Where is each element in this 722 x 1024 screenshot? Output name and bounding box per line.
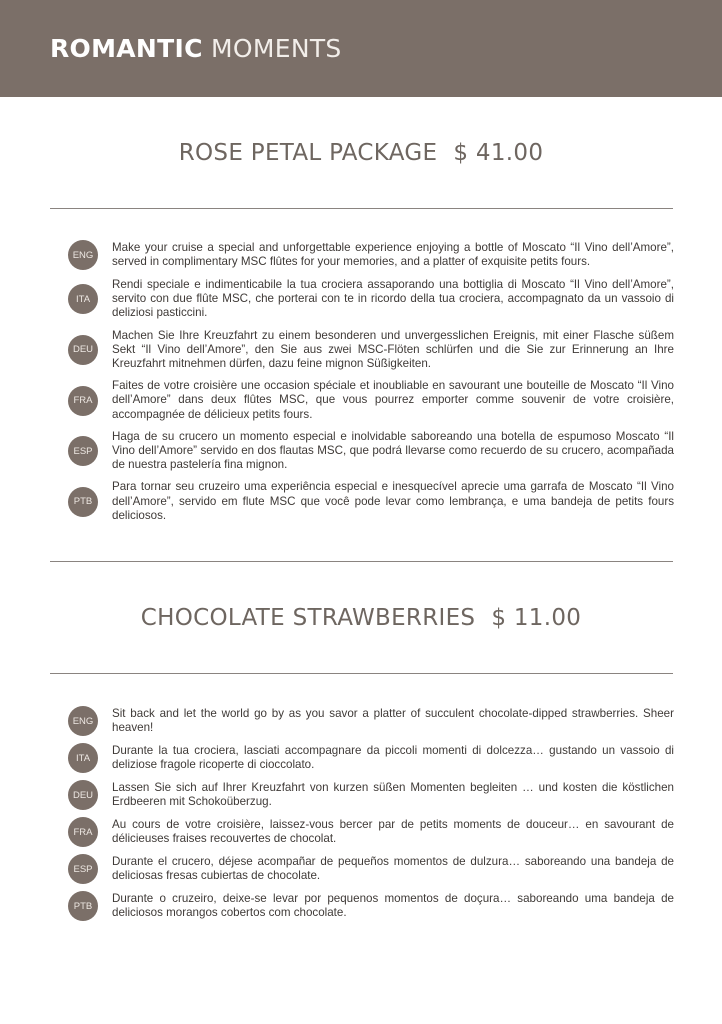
description-text: Durante o cruzeiro, deixe-se levar por pequenos momentos de doçura… saboreando uma bandeja de deliciosos morangos cobertos com chocolate.: [112, 891, 674, 919]
description-text: Sit back and let the world go by as you savor a platter of succulent chocolate-dipped strawberries. Sheer heaven!: [112, 706, 674, 734]
divider: [50, 561, 673, 562]
language-badge-eng: ENG: [68, 240, 98, 270]
language-badge-fra: FRA: [68, 817, 98, 847]
title-bold: ROMANTIC: [50, 34, 203, 63]
list-item: [68, 379, 674, 422]
language-badge-ptb: PTB: [68, 891, 98, 921]
list-item: [68, 780, 674, 810]
language-badge-ptb: PTB: [68, 487, 98, 517]
divider: [50, 673, 673, 674]
language-badge-eng: ENG: [68, 706, 98, 736]
description-text: Durante el crucero, déjese acompañar de pequeños momentos de dulzura… saboreando una bandeja de deliciosas fresas cubiertas de chocolate.: [112, 854, 674, 882]
description-text: Haga de su crucero un momento especial e inolvidable saboreando una botella de espumoso Moscato “Il Vino dell’Amore” servido en dos flautas MSC, que podrá llevarse como recuerdo de su crucero, acompañada de nuestra pastelería fina mignon.: [112, 429, 674, 472]
page-title: [50, 34, 342, 63]
list-item: [68, 480, 674, 523]
description-text: Make your cruise a special and unforgettable experience enjoying a bottle of Moscato “Il Vino dell’Amore”, served in complimentary MSC flûtes for your memories, and a platter of exquisite petits fours.: [112, 240, 674, 268]
description-text: Rendi speciale e indimenticabile la tua crociera assaporando una bottiglia di Moscato “Il Vino dell’Amore”, servito con due flûte MSC, che porterai con te in ricordo della tua crociera, accompagnato da un vassoio di deliziosi pasticcini.: [112, 278, 674, 320]
description-text: Durante la tua crociera, lasciati accompagnare da piccoli momenti di dolcezza… gustando un vassoio di deliziose fragole ricoperte di cioccolato.: [112, 743, 674, 771]
language-badge-esp: ESP: [68, 854, 98, 884]
language-badge-deu: DEU: [68, 780, 98, 810]
list-item: [68, 240, 674, 270]
language-badge-ita: ITA: [68, 284, 98, 314]
page-header: [0, 0, 722, 97]
list-item: [68, 706, 674, 736]
list-item: [68, 743, 674, 773]
list-item: [68, 817, 674, 847]
language-badge-fra: FRA: [68, 386, 98, 416]
list-item: [68, 430, 674, 473]
description-list: [68, 240, 674, 523]
package-price: $ 41.00: [453, 140, 544, 166]
list-item: [68, 891, 674, 921]
section-title-rose-petal: [0, 140, 722, 166]
description-text: Para tornar seu cruzeiro uma experiência especial e inesquecível aprecie uma garrafa de Moscato “Il Vino dell’Amore”, servido em flute MSC que você pode levar como lembrança, e uma bandeja de petits fours deliciosos.: [112, 480, 674, 522]
list-item: [68, 278, 674, 321]
list-item: [68, 329, 674, 372]
description-list: [68, 706, 674, 921]
title-light: MOMENTS: [211, 34, 342, 63]
package-name: ROSE PETAL PACKAGE: [178, 140, 438, 166]
description-text: Machen Sie Ihre Kreuzfahrt zu einem besonderen und unvergesslichen Ereignis, mit einer Flasche süßem Sekt “Il Vino dell’Amore”, den Sie aus zwei MSC-Flöten schlürfen und die Sie zur Erinnerung an Ihre Kreuzfahrt mitnehmen dürfen, dazu feine mignon Süßigkeiten.: [112, 328, 674, 371]
section-title-chocolate-strawberries: [0, 605, 722, 631]
package-price: $ 11.00: [491, 605, 582, 631]
package-name: CHOCOLATE STRAWBERRIES: [140, 605, 476, 631]
language-badge-ita: ITA: [68, 743, 98, 773]
language-badge-deu: DEU: [68, 335, 98, 365]
description-text: Faites de votre croisière une occasion spéciale et inoubliable en savourant une bouteille de Moscato “Il Vino dell’Amore” dans deux flûtes MSC, que vous pourrez emporter comme souvenir de votre croisière, accompagnée de délicieux petits fours.: [112, 379, 674, 421]
list-item: [68, 854, 674, 884]
divider: [50, 208, 673, 209]
language-badge-esp: ESP: [68, 436, 98, 466]
description-text: Au cours de votre croisière, laissez-vous bercer par de petits moments de douceur… en savourant de délicieuses fraises recouvertes de chocolat.: [112, 817, 674, 845]
description-text: Lassen Sie sich auf Ihrer Kreuzfahrt von kurzen süßen Momenten begleiten … und kosten die köstlichen Erdbeeren mit Schokoüberzug.: [112, 780, 674, 808]
